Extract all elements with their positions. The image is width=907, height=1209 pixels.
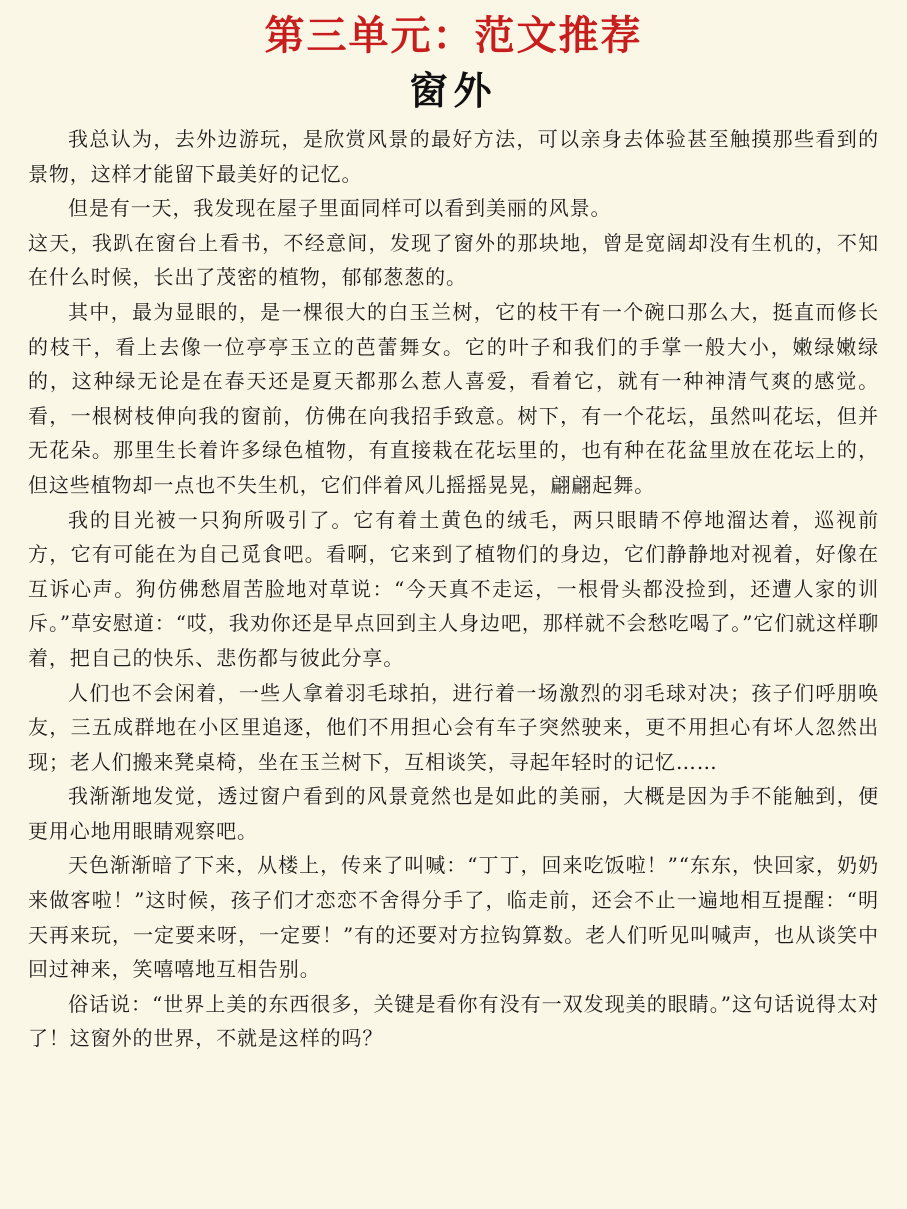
paragraph: 俗话说：“世界上美的东西很多，关键是看你有没有一双发现美的眼睛。”这句话说得太对了！这窗外的世界，不就是这样的吗？ bbox=[28, 991, 879, 1051]
paragraph: 我总认为，去外边游玩，是欣赏风景的最好方法，可以亲身去体验甚至触摸那些看到的景物，这样才能留下最美好的记忆。 bbox=[28, 127, 879, 186]
paragraph: 这天，我趴在窗台上看书，不经意间，发现了窗外的那块地，曾是宽阔却没有生机的，不知在什么时候，长出了茂密的植物，郁郁葱葱的。 bbox=[28, 230, 879, 290]
paragraph: 天色渐渐暗了下来，从楼上，传来了叫喊：“丁丁，回来吃饭啦！”“东东，快回家，奶奶来做客啦！”这时候，孩子们才恋恋不舍得分手了，临走前，还会不止一遍地相互提醒：“明天再来玩，一定要来呀，一定要！”有的还要对方拉钩算数。老人们听见叫喊声，也从谈笑中回过神来，笑嘻嘻地互相告别。 bbox=[28, 853, 879, 982]
paragraph: 但是有一天，我发现在屋子里面同样可以看到美丽的风景。 bbox=[68, 196, 612, 221]
essay-body bbox=[28, 122, 879, 1056]
paragraph: 我的目光被一只狗所吸引了。它有着土黄色的绒毛，两只眼睛不停地溜达着，巡视前方，它有可能在为自己觅食吧。看啊，它来到了植物们的身边，它们静静地对视着，好像在互诉心声。狗仿佛愁眉苦脸地对草说：“今天真不走运，一根骨头都没捡到，还遭人家的训斥。”草安慰道：“哎，我劝你还是早点回到主人身边吧，那样就不会愁吃喝了。”它们就这样聊着，把自己的快乐、悲伤都与彼此分享。 bbox=[28, 507, 879, 670]
essay-title: 窗外 bbox=[409, 68, 498, 113]
paragraph: 人们也不会闲着，一些人拿着羽毛球拍，进行着一场激烈的羽毛球对决；孩子们呼朋唤友，三五成群地在小区里追逐，他们不用担心会有车子突然驶来，更不用担心有坏人忽然出现；老人们搬来凳桌椅，坐在玉兰树下，互相谈笑，寻起年轻时的记忆…… bbox=[28, 680, 879, 774]
unit-title: 第三单元：范文推荐 bbox=[264, 12, 643, 59]
paragraph: 我渐渐地发觉，透过窗户看到的风景竟然也是如此的美丽，大概是因为手不能触到，便更用心地用眼睛观察吧。 bbox=[28, 784, 879, 843]
paragraph: 其中，最为显眼的，是一棵很大的白玉兰树，它的枝干有一个碗口那么大，挺直而修长的枝干，看上去像一位亭亭玉立的芭蕾舞女。它的叶子和我们的手掌一般大小，嫩绿嫩绿的，这种绿无论是在春天还是夏天都那么惹人喜爱，看着它，就有一种神清气爽的感觉。看，一根树枝伸向我的窗前，仿佛在向我招手致意。树下，有一个花坛，虽然叫花坛，但并无花朵。那里生长着许多绿色植物，有直接栽在花坛里的，也有种在花盆里放在花坛上的，但这些植物却一点也不失生机，它们伴着风儿摇摇晃晃，翩翩起舞。 bbox=[28, 299, 879, 497]
